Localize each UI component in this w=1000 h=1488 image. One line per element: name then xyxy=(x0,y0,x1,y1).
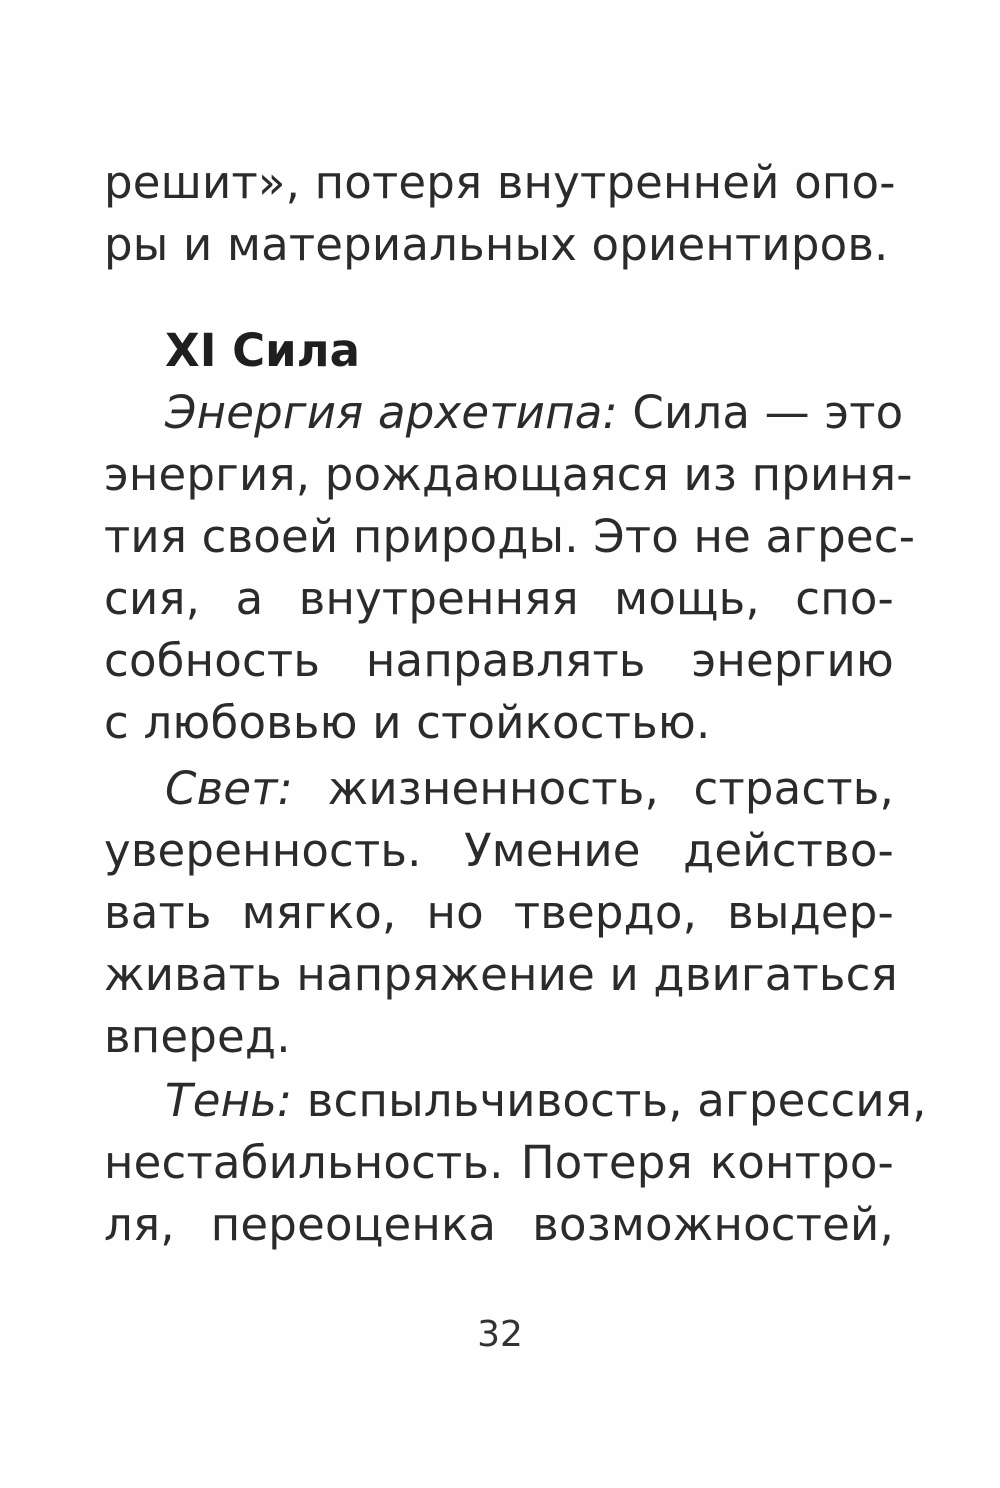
body-text-line: с любовью и стойкостью. xyxy=(104,696,711,749)
section-heading: XI Сила xyxy=(165,324,360,377)
shadow-label: Тень: xyxy=(165,1074,293,1127)
body-text-line: вать мягко, но твердо, выдер- xyxy=(104,886,894,939)
shadow-text: вспыльчивость, агрессия, xyxy=(292,1074,927,1127)
body-text-line: вперед. xyxy=(104,1010,291,1063)
body-text-line: решит», потеря внутренней опо- xyxy=(104,156,896,209)
body-text-line: тия своей природы. Это не агрес- xyxy=(104,510,916,563)
body-text-line: ры и материальных ориентиров. xyxy=(104,218,889,271)
body-text-line: сия, а внутренняя мощь, спо- xyxy=(104,572,894,625)
body-text-line: живать напряжение и двигаться xyxy=(104,948,898,1001)
light-text: жизненность, страсть, xyxy=(293,762,894,815)
body-text-line: уверенность. Умение действо- xyxy=(104,824,894,877)
body-text-line: собность направлять энергию xyxy=(104,634,894,687)
paragraph-light-first-line xyxy=(165,758,894,820)
body-text-line: энергия, рождающаяся из приня- xyxy=(104,448,913,501)
light-label: Свет: xyxy=(165,762,294,815)
body-text-line: ля, переоценка возможностей, xyxy=(104,1198,894,1251)
energy-label: Энергия архетипа: xyxy=(165,386,618,439)
page-number: 32 xyxy=(477,1314,523,1355)
paragraph-energy-first-line xyxy=(165,382,904,444)
energy-text: Сила — это xyxy=(617,386,904,439)
body-text-line: нестабильность. Потеря контро- xyxy=(104,1136,894,1189)
paragraph-shadow-first-line xyxy=(165,1070,927,1132)
